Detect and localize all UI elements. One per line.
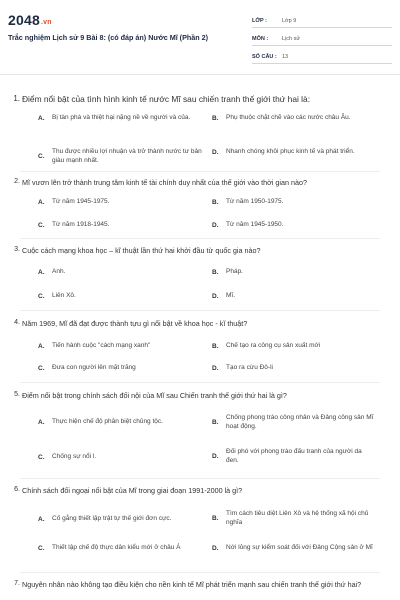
option-a[interactable] [38,198,213,207]
option-letter: B. [212,419,219,427]
option-b[interactable] [212,342,387,351]
option-a[interactable] [38,418,213,427]
meta-row-class [252,14,392,28]
option-text: Tạo ra cừu Đô-li [226,364,273,371]
option-text: Pháp. [226,268,243,275]
option-a[interactable] [38,268,213,277]
meta-row-subject [252,32,392,46]
quiz-meta [252,14,392,68]
meta-label: MÔN : [252,35,269,42]
option-letter: B. [212,515,219,523]
option-d[interactable] [212,364,387,373]
option-text: Tiến hành cuộc "cách mạng xanh" [52,342,151,349]
option-text: Thiết lập chế độ thực dân kiểu mới ở châu Á [52,544,181,551]
meta-value: 13 [282,53,289,60]
question-text: Điểm nổi bật trong chính sách đối nội của Mĩ sau Chiến tranh thế giới thứ hai là gì? [22,391,287,400]
option-b[interactable] [212,510,387,528]
option-d[interactable] [212,148,387,157]
header-divider [0,74,400,75]
option-letter: D. [212,364,219,372]
option-text: Nhanh chóng khôi phục kinh tế và phát triển. [226,148,355,155]
option-a[interactable] [38,342,213,351]
option-letter: A. [38,268,45,276]
option-a[interactable] [38,114,213,123]
option-text: Chế tạo ra công cụ sản xuất mới [226,342,321,349]
question-number: 7. [14,580,20,587]
option-letter: C. [38,453,45,461]
question-number: 3. [14,246,20,253]
option-letter: B. [212,198,219,206]
option-c[interactable] [38,453,213,462]
option-letter: C. [38,153,45,161]
option-text: Liên Xô. [52,292,76,299]
meta-value: Lịch sử [282,35,301,42]
option-letter: A. [38,418,45,426]
option-d[interactable] [212,221,387,230]
question-number: 6. [14,486,20,493]
question-text: Mĩ vươn lên trở thành trung tâm kinh tế tài chính duy nhất của thế giới vào thời gian nào? [22,178,307,187]
option-letter: B. [212,114,219,122]
option-text: Từ năm 1945-1975. [52,198,110,205]
option-letter: A. [38,198,45,206]
question-text: Chính sách đối ngoại nổi bật của Mĩ trong giai đoạn 1991-2000 là gì? [22,486,243,495]
option-text: Thực hiện chế độ phân biệt chủng tộc. [52,418,163,425]
option-letter: A. [38,342,45,350]
question-separator [20,238,380,239]
option-text: Phụ thuộc chặt chẽ vào các nước châu Âu. [226,114,351,121]
option-b[interactable] [212,268,387,277]
option-text: Chống sự nổi l. [52,453,97,460]
option-text: Nới lỏng sự kiểm soát đối với Đảng Cộng sản ở Mĩ [226,544,373,551]
option-letter: C. [38,292,45,300]
question-number: 4. [14,319,20,326]
question-text: Nguyên nhân nào không tạo điều kiện cho nền kinh tế Mĩ phát triển mạnh sau chiến tranh thế giới thứ hai? [22,580,362,589]
question-separator [20,310,380,311]
option-letter: D. [212,292,219,300]
question-separator [20,572,380,573]
logo-suffix: .vn [40,19,52,26]
option-text: Chống phong trào công nhân và Đảng công sản Mĩ hoạt động. [226,414,374,430]
question-text: Năm 1969, Mĩ đã đạt được thành tựu gì nổi bật về khoa học - kĩ thuật? [22,319,248,328]
option-c[interactable] [38,221,213,230]
option-letter: C. [38,544,45,552]
option-c[interactable] [38,148,213,166]
option-text: Mĩ. [226,292,236,299]
option-c[interactable] [38,364,213,373]
option-b[interactable] [212,414,387,432]
option-text: Từ năm 1945-1950. [226,221,284,228]
page-header [0,0,400,64]
option-letter: C. [38,221,45,229]
option-b[interactable] [212,114,387,123]
option-text: Anh. [52,268,66,275]
option-text: Đối phó với phong trào đấu tranh của người da đen. [226,448,362,464]
option-b[interactable] [212,198,387,207]
question-separator [20,478,380,479]
logo-main: 2048 [8,12,40,28]
option-letter: D. [212,544,219,552]
option-d[interactable] [212,448,387,466]
option-text: Thu được nhiều lợi nhuận và trở thành nước tư bản giàu mạnh nhất. [52,148,202,164]
meta-label: LỚP : [252,17,267,24]
option-d[interactable] [212,544,387,553]
question-text: Cuộc cách mạng khoa học – kĩ thuật lần thứ hai khởi đầu từ quốc gia nào? [22,246,261,255]
option-text: Cố gắng thiết lập trật tự thế giới đơn cực. [52,515,172,522]
question-separator [20,171,380,172]
quiz-title: Trắc nghiệm Lịch sử 9 Bài 8: (có đáp án) Nước Mĩ (Phần 2) [8,33,209,42]
option-d[interactable] [212,292,387,301]
option-text: Từ năm 1918-1945. [52,221,110,228]
question-separator [20,382,380,383]
option-text: Đưa con người lên mặt trăng [52,364,136,371]
option-letter: A. [38,515,45,523]
option-text: Bị tàn phá và thiệt hại nặng nề về người và của. [52,114,191,121]
option-letter: D. [212,453,219,461]
meta-label: SỐ CÂU : [252,53,277,60]
option-letter: D. [212,221,219,229]
meta-value: Lớp 9 [282,17,297,24]
option-a[interactable] [38,515,213,524]
option-text: Từ năm 1950-1975. [226,198,284,205]
option-c[interactable] [38,292,213,301]
question-text: Điểm nổi bật của tình hình kinh tế nước Mĩ sau chiến tranh thế giới thứ hai là: [22,94,311,104]
meta-row-count [252,50,392,64]
option-letter: B. [212,342,219,350]
question-number: 1. [13,94,20,103]
question-number: 5. [14,391,20,398]
option-c[interactable] [38,544,213,553]
option-letter: D. [212,148,219,156]
question-number: 2. [14,178,20,185]
option-text: Tìm cách tiêu diệt Liên Xô và hệ thống xã hội chủ nghĩa [226,510,369,526]
option-letter: B. [212,268,219,276]
option-letter: C. [38,364,45,372]
option-letter: A. [38,114,45,122]
site-logo[interactable] [8,12,52,28]
